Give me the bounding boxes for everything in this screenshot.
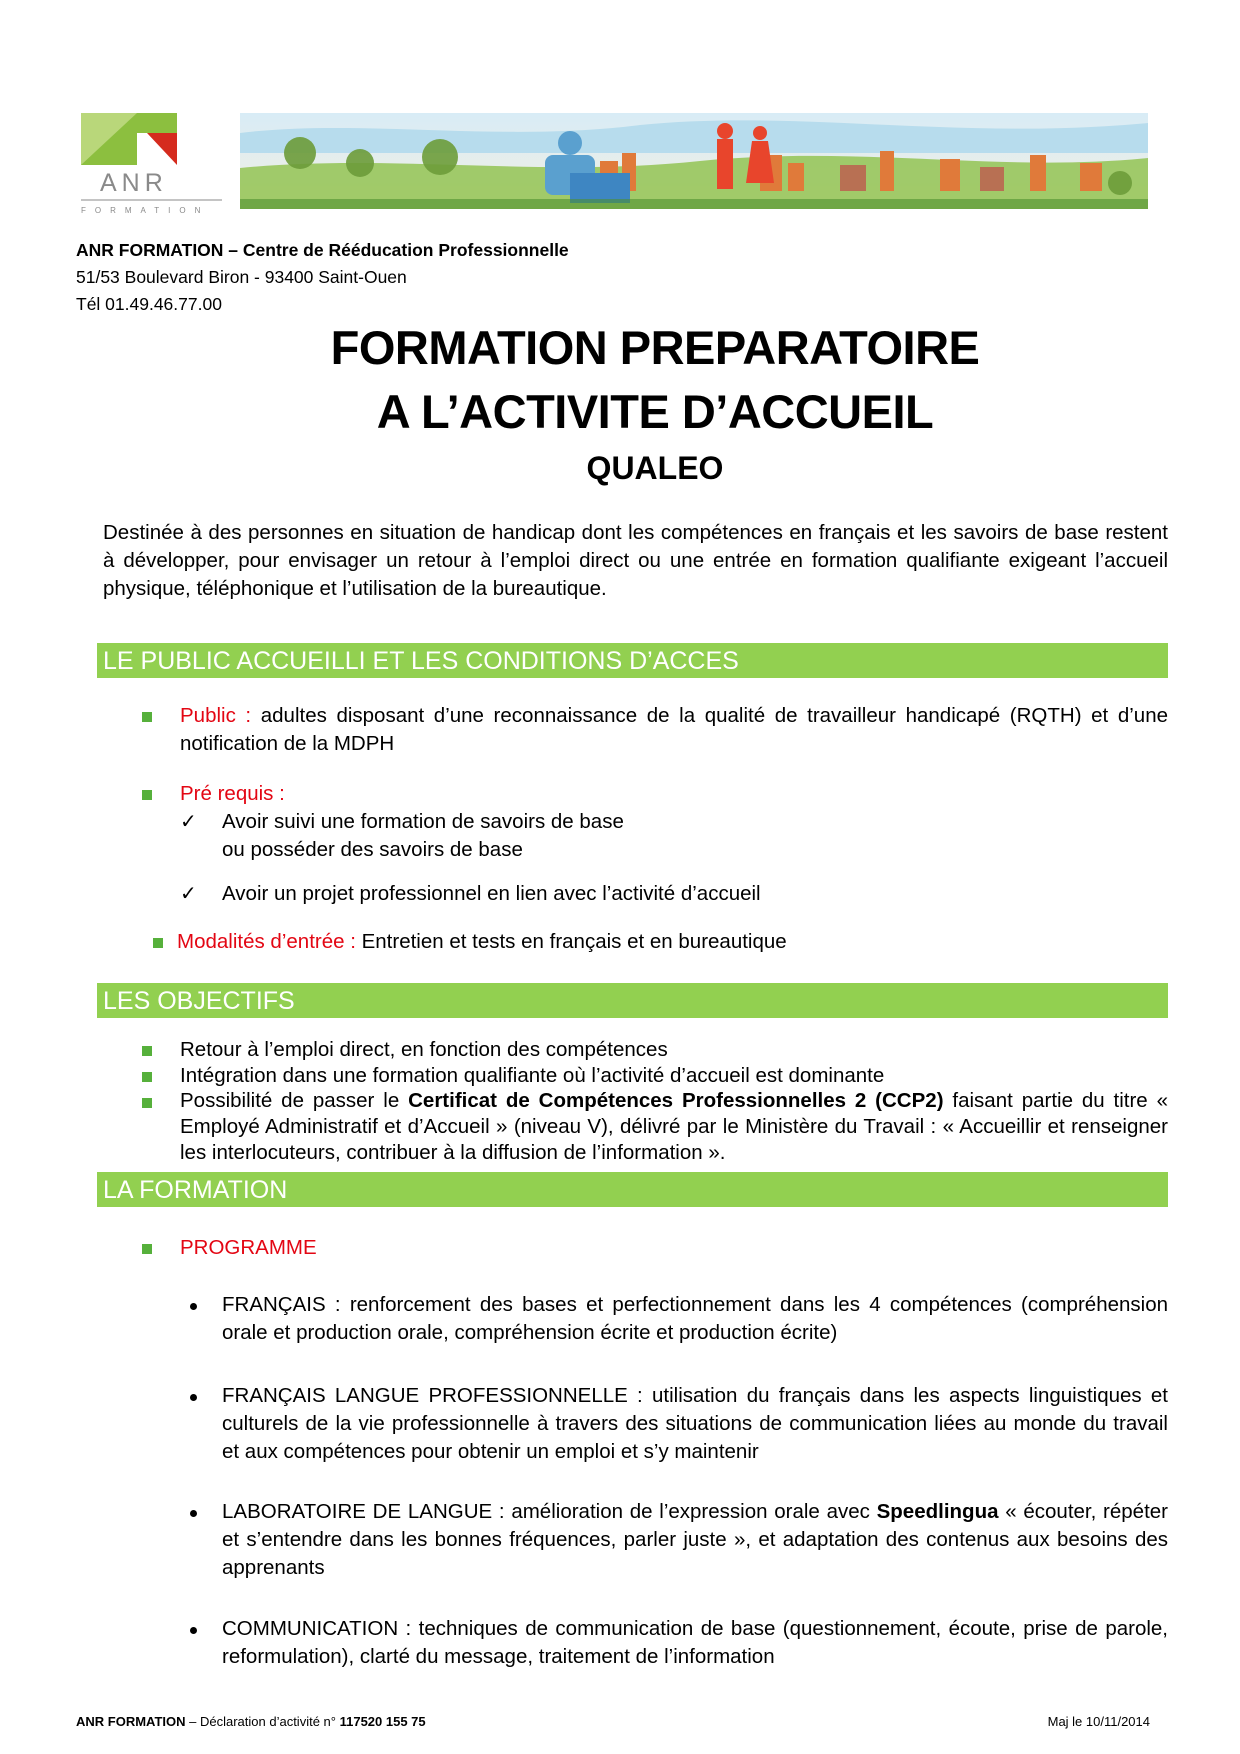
programme-fle: FRANÇAIS LANGUE PROFESSIONNELLE : utilisation du français dans les aspects linguistiques et culturels de la vie professionnelle à travers des situations de communication liées au monde du travail et aux compétences pour obtenir un emploi et s’y maintenir — [222, 1384, 1168, 1463]
labo-pre: LABORATOIRE DE LANGUE : amélioration de l’expression orale avec — [222, 1500, 877, 1523]
footer-update-date: Maj le 10/11/2014 — [1047, 1714, 1150, 1729]
page-title-line2: A L’ACTIVITE D’ACCUEIL — [376, 385, 934, 438]
objectif-item-1: Retour à l’emploi direct, en fonction des compétences — [180, 1038, 668, 1061]
labo-post: « écouter, répéter et s’entendre dans les bonnes fréquences, parler juste », et adaptation des contenus aux besoins des apprenants — [222, 1500, 1168, 1579]
anr-logo — [77, 113, 222, 221]
objectif-3-bold: Certificat de Compétences Professionnelles 2 (CCP2) — [408, 1089, 944, 1112]
footer-left — [76, 1714, 426, 1729]
bullet-square — [142, 790, 152, 800]
public-label: Public : — [180, 704, 252, 727]
modalites-label: Modalités d’entrée : — [177, 930, 356, 953]
objectif-3-pre: Possibilité de passer le — [180, 1089, 409, 1112]
programme-label: PROGRAMME — [180, 1236, 317, 1259]
bullet-dot — [190, 1510, 197, 1517]
footer-declaration: – Déclaration d’activité n° — [185, 1714, 340, 1729]
street-address: 51/53 Boulevard Biron - 93400 Saint-Ouen — [76, 267, 407, 287]
programme-francais: FRANÇAIS : renforcement des bases et perfectionnement dans les 4 compétences (compréhension orale et production orale, compréhension écrite et production écrite) — [222, 1293, 1168, 1344]
modalites-item — [177, 928, 787, 956]
header-banner-illustration — [240, 113, 1148, 209]
prerequis-label: Pré requis : — [180, 782, 285, 805]
phone-number: Tél 01.49.46.77.00 — [76, 294, 222, 314]
labo-bold: Speedlingua — [876, 1500, 999, 1523]
page-subtitle: QUALEO — [586, 450, 724, 486]
bullet-dot — [190, 1627, 197, 1634]
check-icon: ✓ — [180, 883, 197, 905]
programme-communication: COMMUNICATION : techniques de communication de base (questionnement, écoute, prise de parole, reformulation), clarté du message, traitement de l’information — [222, 1617, 1168, 1668]
objectif-item-2: Intégration dans une formation qualifiante où l’activité d’accueil est dominante — [180, 1064, 885, 1087]
check-icon: ✓ — [180, 811, 197, 833]
public-item — [180, 702, 1168, 758]
objectif-item-3 — [180, 1088, 1168, 1166]
programme-laboratoire — [222, 1498, 1168, 1582]
section-heading-objectifs: LES OBJECTIFS — [97, 983, 1168, 1018]
bullet-dot — [190, 1394, 197, 1401]
prerequis-item-1-line1: Avoir suivi une formation de savoirs de base — [222, 810, 624, 833]
prerequis-item-1-line2: ou posséder des savoirs de base — [222, 838, 523, 861]
bullet-square — [142, 1046, 152, 1056]
modalites-text: Entretien et tests en français et en bureautique — [355, 930, 787, 953]
bullet-square — [142, 1244, 152, 1254]
footer-company: ANR FORMATION — [76, 1714, 186, 1729]
bullet-square — [142, 1098, 152, 1108]
company-name: ANR FORMATION – Centre de Rééducation Professionnelle — [76, 240, 569, 260]
section-heading-public: LE PUBLIC ACCUEILLI ET LES CONDITIONS D’ACCES — [97, 643, 1168, 678]
logo-text: ANR — [100, 169, 168, 197]
bullet-square — [142, 712, 152, 722]
logo-graphic — [77, 113, 222, 221]
page-title-line1: FORMATION PREPARATOIRE — [330, 321, 980, 374]
prerequis-item-2: Avoir un projet professionnel en lien avec l’activité d’accueil — [222, 882, 761, 905]
public-text: adultes disposant d’une reconnaissance de la qualité de travailleur handicapé (RQTH) et d’une notification de la MDPH — [180, 704, 1168, 755]
objectif-3-post: faisant partie du titre « Employé Administratif et d’Accueil » (niveau V), délivré par le Ministère du Travail : « Accueillir et renseigner les interlocuteurs, contribuer à la diffusion de l’information ». — [180, 1089, 1168, 1164]
bullet-square — [153, 938, 163, 948]
intro-paragraph: Destinée à des personnes en situation de handicap dont les compétences en français et les savoirs de base restent à développer, pour envisager un retour à l’emploi direct ou une entrée en formation qualifiante exigeant l’accueil physique, téléphonique et l’utilisation de la bureautique. — [103, 521, 1168, 600]
footer-declaration-number: 117520 155 75 — [339, 1714, 426, 1729]
logo-subtext: FORMATION — [81, 206, 210, 215]
section-heading-formation: LA FORMATION — [97, 1172, 1168, 1207]
bullet-square — [142, 1072, 152, 1082]
bullet-dot — [190, 1303, 197, 1310]
